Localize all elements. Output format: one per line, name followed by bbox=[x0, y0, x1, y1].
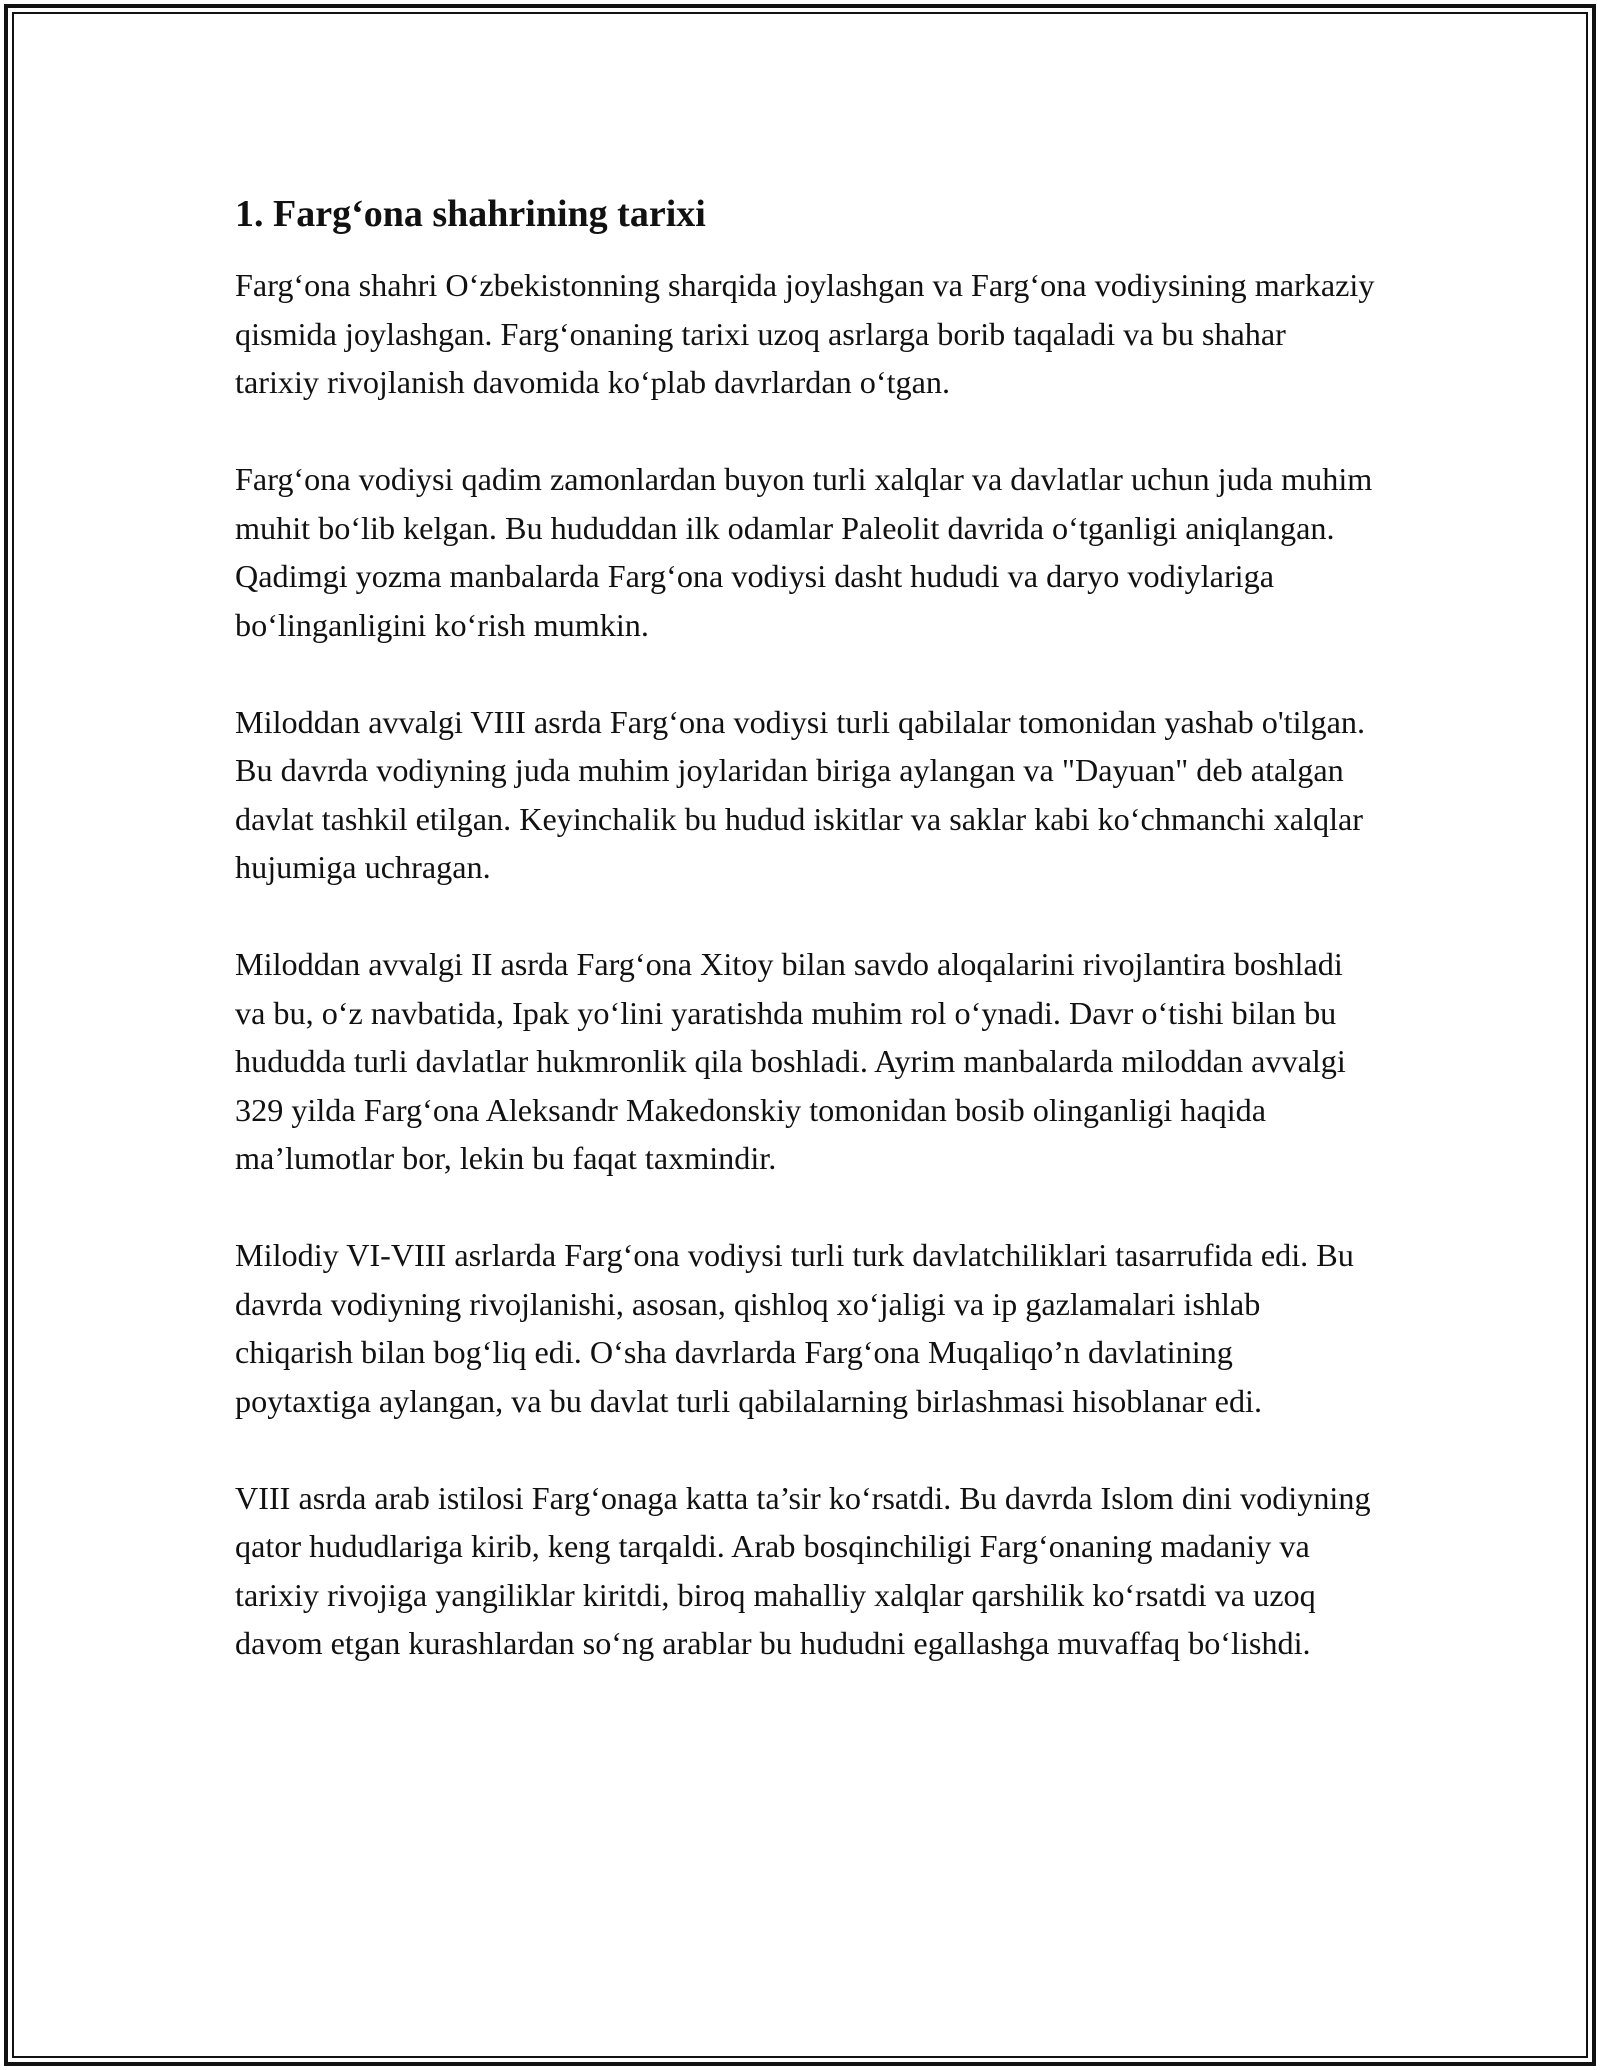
paragraph-4: Miloddan avvalgi II asrda Farg‘ona Xitoy bilan savdo aloqalarini rivojlantira boshladi va bu, o‘z navbatida, Ipak yo‘lini yaratishda muhim rol o‘ynadi. Davr o‘tishi bilan bu hududda turli davlatlar hukmronlik qila boshladi. Ayrim manbalarda miloddan avvalgi 329 yilda Farg‘ona Aleksandr Makedonskiy tomonidan bosib olinganligi haqida ma’lumotlar bor, lekin bu faqat taxmindir. bbox=[235, 946, 1346, 1176]
paragraph-3: Miloddan avvalgi VIII asrda Farg‘ona vodiysi turli qabilalar tomonidan yashab o'tilgan. Bu davrda vodiyning juda muhim joylaridan biriga aylangan va "Dayuan" deb atalgan davlat tashkil etilgan. Keyinchalik bu hudud iskitlar va saklar kabi ko‘chmanchi xalqlar hujumiga uchragan. bbox=[235, 703, 1366, 885]
document-body bbox=[235, 185, 1375, 1716]
paragraph-5: Milodiy VI-VIII asrlarda Farg‘ona vodiysi turli turk davlatchiliklari tasarrufida edi. Bu davrda vodiyning rivojlanishi, asosan, qishloq xo‘jaligi va ip gazlamalari ishlab chiqarish bilan bog‘liq edi. O‘sha davrlarda Farg‘ona Muqaliqo’n davlatining poytaxtiga aylangan, va bu davlat turli qabilalarning birlashmasi hisoblanar edi. bbox=[235, 1237, 1354, 1419]
paragraph-2: Farg‘ona vodiysi qadim zamonlardan buyon turli xalqlar va davlatlar uchun juda muhim muhit bo‘lib kelgan. Bu hududdan ilk odamlar Paleolit davrida o‘tganligi aniqlangan. Qadimgi yozma manbalarda Farg‘ona vodiysi dasht hududi va daryo vodiylariga bo‘linganligini ko‘rish mumkin. bbox=[235, 461, 1373, 643]
page-title: 1. Farg‘ona shahrining tarixi bbox=[235, 193, 706, 235]
paragraph-6: VIII asrda arab istilosi Farg‘onaga katta ta’sir ko‘rsatdi. Bu davrda Islom dini vodiyning qator hududlariga kirib, keng tarqaldi. Arab bosqinchiligi Farg‘onaning madaniy va tarixiy rivojiga yangiliklar kiritdi, biroq mahalliy xalqlar qarshilik ko‘rsatdi va uzoq davom etgan kurashlardan so‘ng arablar bu hududni egallashga muvaffaq bo‘lishdi. bbox=[235, 1479, 1371, 1661]
paragraph-1: Farg‘ona shahri O‘zbekistonning sharqida joylashgan va Farg‘ona vodiysining markaziy qismida joylashgan. Farg‘onaning tarixi uzoq asrlarga borib taqaladi va bu shahar tarixiy rivojlanish davomida ko‘plab davrlardan o‘tgan. bbox=[235, 267, 1375, 400]
